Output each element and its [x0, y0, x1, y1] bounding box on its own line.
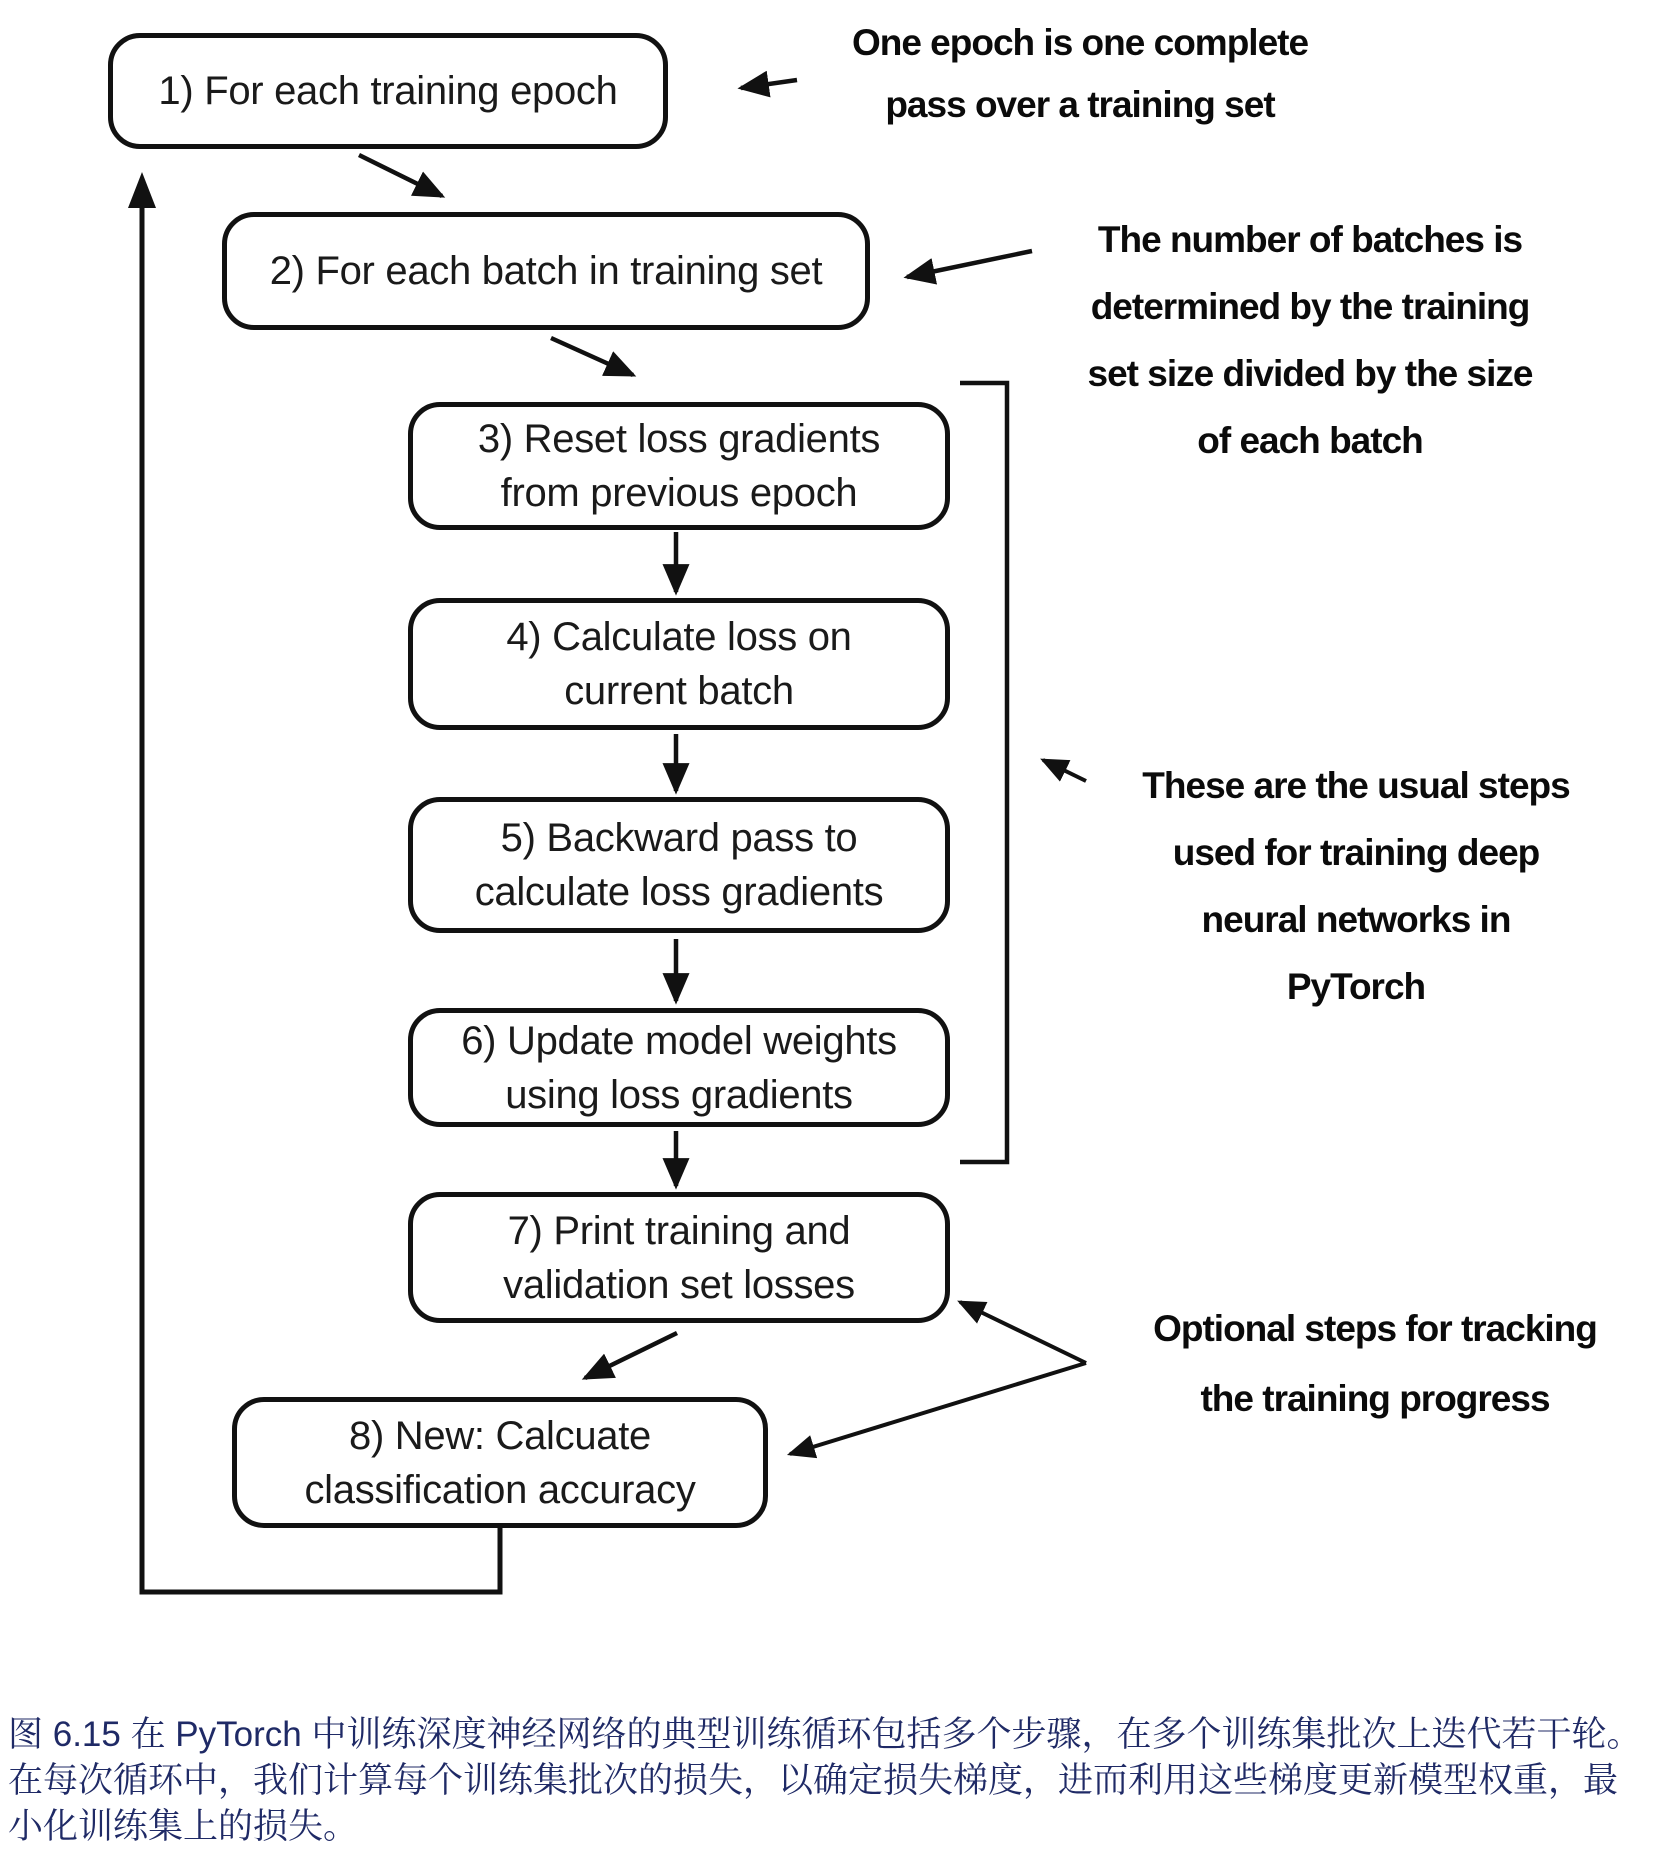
- figure-caption-line3: 小化训练集上的损失。: [8, 1807, 359, 1846]
- flow-step-6-label-line1: 6) Update model weights: [461, 1018, 897, 1063]
- arrow-step7-step8: [585, 1333, 677, 1378]
- flow-step-5-label-line2: calculate loss gradients: [474, 870, 884, 914]
- flow-step-1-label: 1) For each training epoch: [158, 69, 618, 113]
- arrow-optional-note-step7: [960, 1302, 1086, 1363]
- arrow-optional-note-step8: [790, 1363, 1086, 1454]
- annotation-batches: [1010, 206, 1610, 474]
- flow-step-8-label-line1: 8) New: Calcuate: [349, 1413, 651, 1458]
- arrow-step1-step2: [359, 155, 442, 196]
- flow-step-4-label-line1: 4) Calculate loss on: [506, 615, 852, 659]
- flow-step-3: [408, 402, 950, 530]
- flow-step-7-label-line1: 7) Print training and: [507, 1208, 851, 1253]
- usual-steps-bracket: [960, 383, 1007, 1162]
- flow-step-5-label-line1: 5) Backward pass to: [500, 816, 858, 860]
- flow-step-2: [222, 212, 870, 330]
- loop-back-arrowhead: [128, 172, 156, 208]
- annotation-usual-steps: [1056, 752, 1656, 1020]
- figure-caption-line2: 在每次循环中，我们计算每个训练集批次的损失，以确定损失梯度，进而利用这些梯度更新模型权重，最: [8, 1761, 1619, 1800]
- flow-step-4-label-line2: current batch: [564, 669, 794, 713]
- flow-step-8-label-line2: classification accuracy: [304, 1467, 696, 1512]
- flow-step-3-label-line2: from previous epoch: [500, 471, 858, 515]
- flow-step-2-label: 2) For each batch in training set: [269, 249, 823, 293]
- flow-step-7: [408, 1192, 950, 1323]
- annotation-usual-steps-line2: used for training deep: [1172, 832, 1540, 873]
- annotation-epoch: [780, 12, 1380, 136]
- flow-step-1: [108, 33, 668, 149]
- flow-step-6-label-line2: using loss gradients: [505, 1072, 853, 1117]
- flow-step-4: [408, 598, 950, 730]
- flow-step-7-label-line2: validation set losses: [503, 1262, 855, 1307]
- figure-caption: [8, 1712, 1641, 1850]
- flow-step-3-label-line1: 3) Reset loss gradients: [477, 417, 881, 461]
- annotation-optional-steps: [1075, 1294, 1660, 1434]
- arrow-step2-step3: [551, 338, 633, 375]
- annotation-optional-steps-line1: Optional steps for tracking: [1153, 1308, 1597, 1349]
- annotation-epoch-line2: pass over a training set: [885, 84, 1275, 125]
- annotation-optional-steps-line2: the training progress: [1200, 1378, 1550, 1419]
- flow-step-6: [408, 1008, 950, 1127]
- annotation-usual-steps-line1: These are the usual steps: [1142, 765, 1570, 806]
- annotation-batches-line3: set size divided by the size: [1087, 353, 1533, 394]
- annotation-usual-steps-line4: PyTorch: [1286, 966, 1426, 1007]
- figure-caption-line1: 图 6.15 在 PyTorch 中训练深度神经网络的典型训练循环包括多个步骤，在多个训练集批次上迭代若干轮。: [8, 1715, 1642, 1754]
- annotation-batches-line4: of each batch: [1197, 420, 1423, 461]
- flow-step-5: [408, 797, 950, 933]
- flow-step-8: [232, 1397, 768, 1528]
- annotation-usual-steps-line3: neural networks in: [1201, 899, 1511, 940]
- annotation-epoch-line1: One epoch is one complete: [851, 22, 1309, 63]
- annotation-batches-line2: determined by the training: [1090, 286, 1530, 327]
- annotation-batches-line1: The number of batches is: [1097, 219, 1523, 260]
